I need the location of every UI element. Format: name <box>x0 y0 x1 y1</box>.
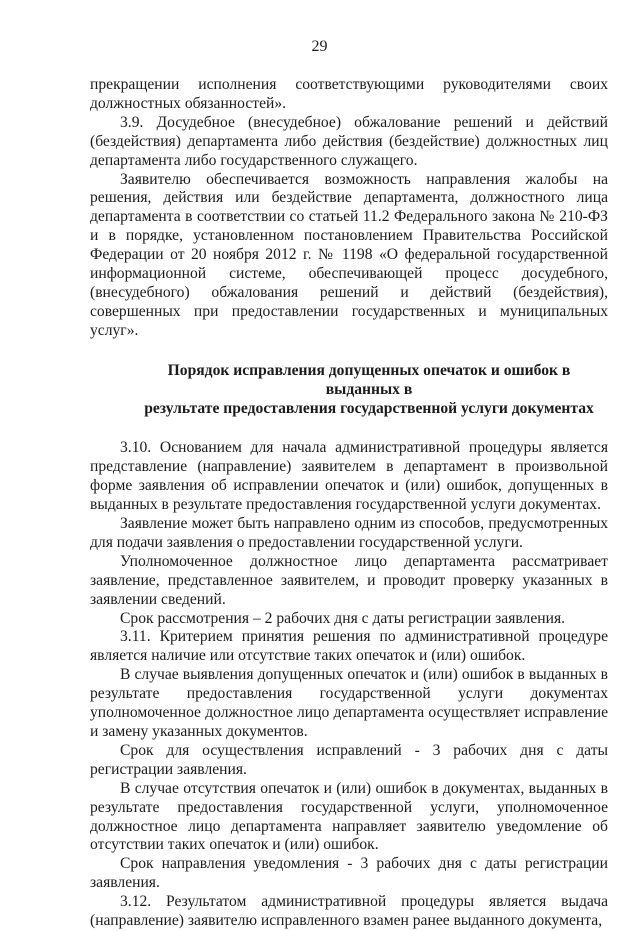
page-number: 29 <box>311 38 328 55</box>
paragraph-review: Уполномоченное должностное лицо департамента рассматривает заявление, представленное заявителем, и проводит проверку указанных в заявлении сведений. <box>90 552 608 608</box>
paragraph-submission-methods: Заявление может быть направлено одним из способов, предусмотренных для подачи заявления о предоставлении государственной услуги. <box>90 515 608 551</box>
paragraph-3-9: 3.9. Досудебное (внесудебное) обжалование решений и действий (бездействия) департамента либо действия (бездействие) должностных лиц департамента либо государственного служащего. <box>90 113 608 169</box>
paragraph-correction-term: Срок для осуществления исправлений - 3 рабочих дня с даты регистрации заявления. <box>90 741 608 778</box>
paragraph-no-errors: В случае отсутствия опечаток и (или) ошибок в документах, выданных в результате предоставления государственной услуги, уполномоченное должностное лицо департамента направляет заявителю уведомление об отсутствии таких опечаток и (или) ошибок. <box>90 779 608 854</box>
paragraph-errors-found: В случае выявления допущенных опечаток и (или) ошибок в выданных в результате предоставления государственной услуги документах уполномоченное должностное лицо департамента осуществляет исправление и замену указанных документов. <box>90 666 608 740</box>
document-body <box>90 76 608 931</box>
paragraph-notice-term: Срок направления уведомления - 3 рабочих дня с даты регистрации заявления. <box>90 855 608 892</box>
section-heading-line-1: Порядок исправления допущенных опечаток и ошибок в выданных в <box>167 361 571 398</box>
section-heading-line-2: результате предоставления государственной услуги документах <box>144 399 594 417</box>
section-heading <box>90 362 608 419</box>
paragraph-complaint-right: Заявителю обеспечивается возможность направления жалобы на решения, действия или бездействие департамента, должностного лица департамента в соответствии со статьей 11.2 Федерального закона № 210-ФЗ и в порядке, установленном постановлением Правительства Российской Федерации от 20 ноября 2012 г. № 1198 «О федеральной государственной информационной системе, обеспечивающей процесс досудебного, (внесудебного) обжалования решений и действий (бездействия), совершенных при предоставлении государственных и муниципальных услуг». <box>90 170 608 339</box>
paragraph-3-12: 3.12. Результатом административной процедуры является выдача (направление) заявителю исправленного взамен ранее выданного документа, <box>90 893 608 930</box>
paragraph-3-10: 3.10. Основанием для начала административной процедуры является представление (направление) заявителем в департамент в произвольной форме заявления об исправлении опечаток и (или) ошибок, допущенных в выданных в результате предоставления государственной услуги документах. <box>90 439 608 514</box>
paragraph-3-11: 3.11. Критерием принятия решения по административной процедуре является наличие или отсутствие таких опечаток и (или) ошибок. <box>90 628 608 665</box>
paragraph-continuation: прекращении исполнения соответствующими руководителями своих должностных обязанностей». <box>90 76 608 112</box>
paragraph-review-term: Срок рассмотрения – 2 рабочих дня с даты регистрации заявления. <box>120 609 566 627</box>
